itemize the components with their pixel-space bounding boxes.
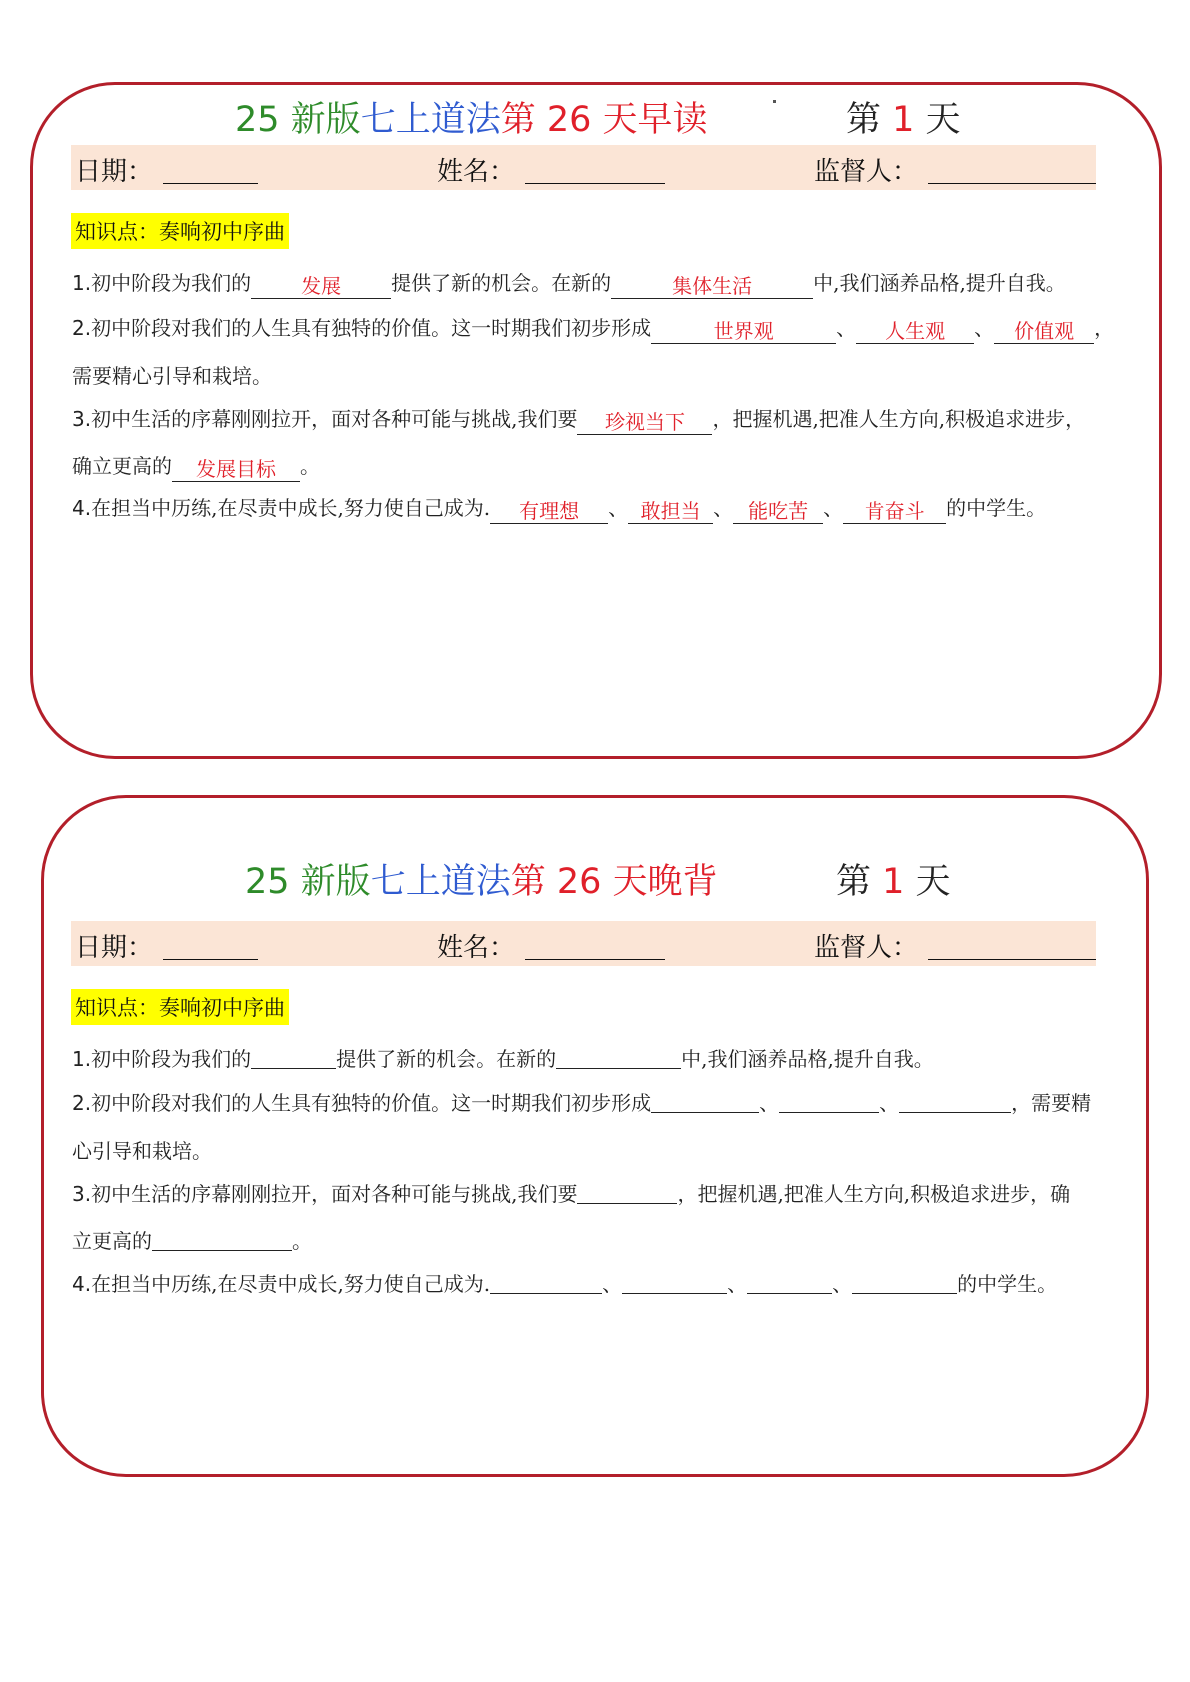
title-year: 25 (245, 862, 301, 902)
question-text: 。 (300, 454, 320, 478)
answer-blank: 发展 (251, 274, 391, 299)
day-suffix: 天 (914, 100, 961, 140)
question-text: 初中阶段对我们的人生具有独特的价值。这一时期我们初步形成 (91, 316, 652, 340)
answer-blank: 肯奋斗 (843, 499, 946, 524)
separator: 、 (879, 1091, 900, 1115)
day-suffix: 天 (904, 862, 951, 902)
supervisor-field[interactable] (928, 933, 1096, 960)
day-prefix: 第 (836, 862, 883, 902)
title-subject: 七上道法 (370, 862, 511, 902)
question-text: 提供了新的机会。在新的 (336, 1047, 557, 1071)
question-1 (72, 267, 1066, 299)
question-text: 中,我们涵养品格,提升自我。 (813, 271, 1066, 295)
question-text: 初中生活的序幕刚刚拉开，面对各种可能与挑战,我们要 (91, 1182, 578, 1206)
answer-blank: 发展目标 (172, 457, 300, 482)
supervisor-label: 监督人： (814, 157, 919, 187)
separator: 、 (602, 1272, 623, 1296)
question-text: 初中生活的序幕刚刚拉开，面对各种可能与挑战,我们要 (91, 407, 578, 431)
answer-blank: 价值观 (994, 319, 1094, 344)
separator: 、 (727, 1272, 748, 1296)
question-number: 1. (72, 1047, 92, 1071)
question-2-continued: 心引导和栽培。 (72, 1139, 212, 1163)
answer-blank: 珍视当下 (577, 410, 712, 435)
date-label: 日期： (75, 157, 154, 187)
knowledge-point-label: 知识点：奏响初中序曲 (71, 989, 289, 1025)
question-text: 的中学生。 (946, 496, 1047, 520)
question-3-continued (72, 1225, 312, 1254)
title-subject: 七上道法 (360, 100, 501, 140)
name-label: 姓名： (437, 933, 516, 963)
title-session: 天早读 (602, 100, 708, 140)
date-field[interactable] (163, 157, 258, 184)
name-field[interactable] (525, 933, 665, 960)
title-new-edition: 新版 (300, 862, 371, 902)
question-text: ，需要精 (1011, 1091, 1092, 1115)
separator: 、 (974, 316, 995, 340)
title-year: 25 (235, 100, 291, 140)
morning-day-label (846, 92, 961, 142)
name-field[interactable] (525, 157, 665, 184)
question-text: 提供了新的机会。在新的 (391, 271, 612, 295)
question-text: 。 (292, 1229, 312, 1253)
question-text: 在担当中历练,在尽责中成长,努力使自己成为. (91, 496, 491, 520)
answer-blank[interactable] (577, 1179, 677, 1204)
answer-blank[interactable] (779, 1088, 879, 1113)
question-text: 中,我们涵养品格,提升自我。 (681, 1047, 934, 1071)
supervisor-label: 监督人： (814, 933, 919, 963)
answer-blank: 世界观 (651, 319, 836, 344)
question-2-continued: 需要精心引导和栽培。 (72, 364, 272, 388)
question-text: 立更高的 (72, 1229, 152, 1253)
separator: 、 (608, 496, 629, 520)
question-3-continued (72, 450, 320, 482)
knowledge-point-label: 知识点：奏响初中序曲 (71, 213, 289, 249)
question-number: 2. (72, 1091, 92, 1115)
question-number: 1. (72, 271, 92, 295)
separator: 、 (759, 1091, 780, 1115)
answer-blank: 人生观 (856, 319, 974, 344)
question-1 (72, 1043, 934, 1072)
title-di: 第 (500, 100, 547, 140)
dot-mark (773, 100, 776, 103)
answer-blank[interactable] (852, 1269, 957, 1294)
date-label: 日期： (75, 933, 154, 963)
question-3 (72, 403, 1085, 435)
separator: 、 (832, 1272, 853, 1296)
morning-info-bar (71, 145, 1096, 190)
question-2 (72, 1087, 1091, 1116)
morning-title (235, 92, 708, 142)
answer-blank: 敢担当 (628, 499, 713, 524)
answer-blank: 能吃苦 (733, 499, 823, 524)
answer-blank[interactable] (622, 1269, 727, 1294)
question-number: 4. (72, 496, 92, 520)
evening-day-label (836, 854, 951, 904)
answer-blank[interactable] (556, 1044, 681, 1069)
question-3 (72, 1178, 1070, 1207)
answer-blank[interactable] (152, 1226, 292, 1251)
question-number: 3. (72, 1182, 92, 1206)
title-day-number: 26 (556, 862, 613, 902)
question-number: 3. (72, 407, 92, 431)
question-text: ，把握机遇,把准人生方向,积极追求进步， (712, 407, 1086, 431)
question-4 (72, 1268, 1057, 1297)
supervisor-field[interactable] (928, 157, 1096, 184)
day-number: 1 (882, 862, 905, 902)
answer-blank[interactable] (251, 1044, 336, 1069)
title-day-number: 26 (546, 100, 603, 140)
name-label: 姓名： (437, 157, 516, 187)
question-2 (72, 312, 1114, 344)
day-number: 1 (892, 100, 915, 140)
date-field[interactable] (163, 933, 258, 960)
question-text: 初中阶段对我们的人生具有独特的价值。这一时期我们初步形成 (91, 1091, 652, 1115)
question-text: ， (1094, 316, 1115, 340)
title-new-edition: 新版 (290, 100, 361, 140)
answer-blank[interactable] (899, 1088, 1011, 1113)
answer-blank[interactable] (747, 1269, 832, 1294)
separator: 、 (823, 496, 844, 520)
evening-title (245, 854, 718, 904)
day-prefix: 第 (846, 100, 893, 140)
question-text: 初中阶段为我们的 (91, 271, 252, 295)
question-4 (72, 492, 1046, 524)
separator: 、 (836, 316, 857, 340)
title-di: 第 (510, 862, 557, 902)
question-text: 初中阶段为我们的 (91, 1047, 252, 1071)
answer-blank[interactable] (490, 1269, 602, 1294)
question-text: ，把握机遇,把准人生方向,积极追求进步，确 (677, 1182, 1071, 1206)
separator: 、 (713, 496, 734, 520)
question-text: 的中学生。 (957, 1272, 1058, 1296)
answer-blank: 有理想 (490, 499, 608, 524)
title-session: 天晚背 (612, 862, 718, 902)
question-text: 确立更高的 (72, 454, 172, 478)
question-number: 4. (72, 1272, 92, 1296)
answer-blank[interactable] (651, 1088, 759, 1113)
question-text: 在担当中历练,在尽责中成长,努力使自己成为. (91, 1272, 491, 1296)
answer-blank: 集体生活 (611, 274, 813, 299)
question-number: 2. (72, 316, 92, 340)
evening-info-bar (71, 921, 1096, 966)
